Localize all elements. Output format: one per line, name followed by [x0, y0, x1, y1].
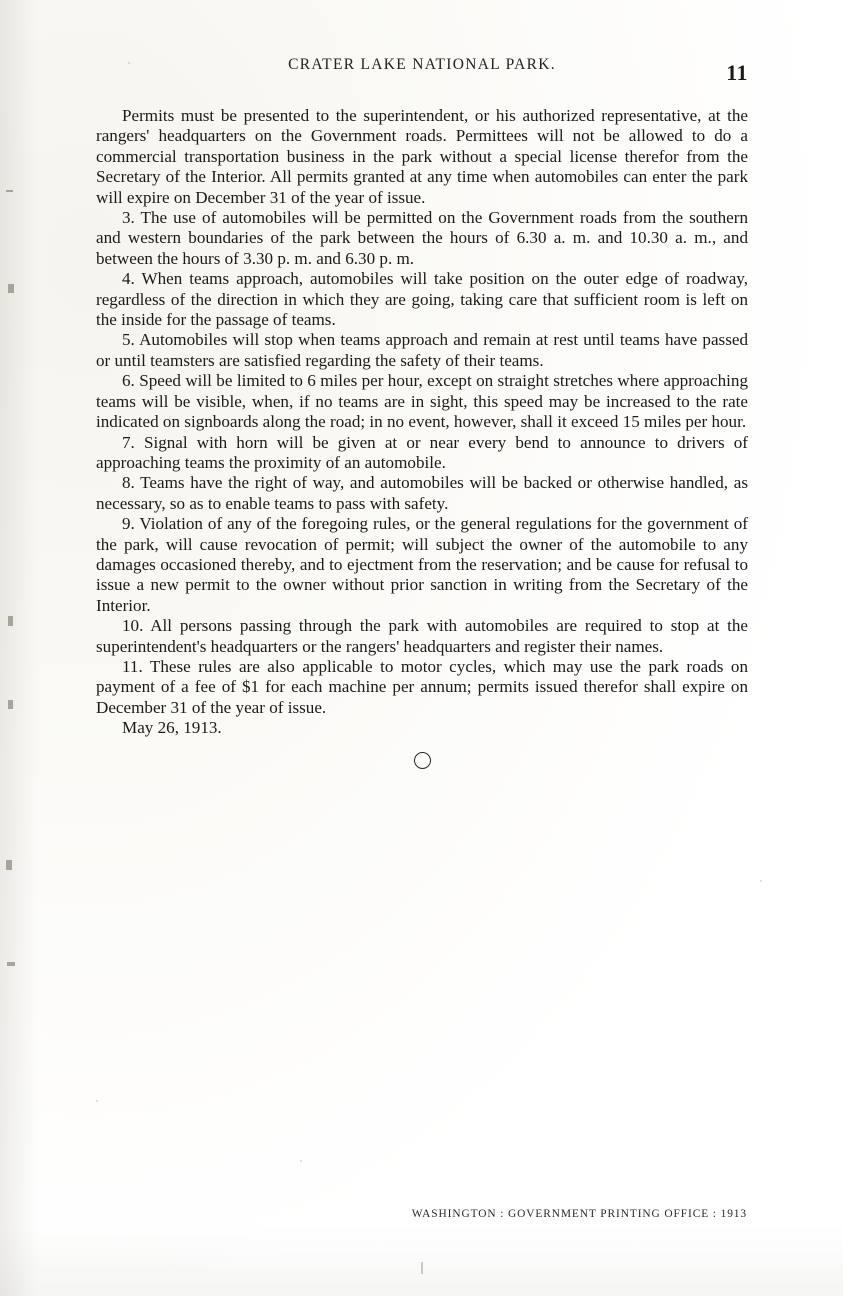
paragraph: 6. Speed will be limited to 6 miles per hour, except on straight stretches where approaching teams will be visible, when, if no teams are in sight, this speed may be increased to the rate indicated on signboards along the road; in no event, however, shall it exceed 15 miles per hour.: [96, 371, 748, 432]
page-bottom-shadow: [0, 1226, 843, 1296]
scan-edge-mark: [6, 190, 13, 192]
scan-edge-mark: [8, 616, 13, 626]
page-bottom-tick: [421, 1262, 423, 1274]
body-text: [96, 106, 748, 739]
scan-speck: [300, 1160, 302, 1162]
page-header: [96, 56, 748, 86]
page-left-shadow: [0, 0, 38, 1296]
scan-edge-mark: [7, 962, 15, 966]
scan-speck: [760, 880, 762, 882]
paragraph: 10. All persons passing through the park with automobiles are required to stop at the superintendent's headquarters or the rangers' headquarters and register their names.: [96, 616, 748, 656]
paragraph: 11. These rules are also applicable to motor cycles, which may use the park roads on payment of a fee of $1 for each machine per annum; permits issued therefor shall expire on December 31 of the year of issue.: [96, 656, 748, 717]
paragraph: 9. Violation of any of the foregoing rules, or the general regulations for the government of the park, will cause revocation of permit; will subject the owner of the automobile to any damages occasioned thereby, and to ejectment from the reservation; and be cause for refusal to issue a new permit to the owner without prior sanction in writing from the Secretary of the Interior.: [96, 514, 748, 615]
scan-edge-mark: [6, 860, 12, 870]
paragraph: 7. Signal with horn will be given at or near every bend to announce to drivers of approaching teams the proximity of an automobile.: [96, 432, 748, 472]
paragraph: 5. Automobiles will stop when teams approach and remain at rest until teams have passed or until teamsters are satisfied regarding the safety of their teams.: [96, 330, 748, 370]
paragraph: 3. The use of automobiles will be permitted on the Government roads from the southern and western boundaries of the park between the hours of 6.30 a. m. and 10.30 a. m., and between the hours of 3.30 p. m. and 6.30 p. m.: [96, 208, 748, 268]
scan-edge-mark: [8, 284, 14, 293]
paragraph: Permits must be presented to the superintendent, or his authorized representative, at the rangers' headquarters on the Government roads. Permittees will not be allowed to do a commercial transportation business in the park without a special license therefor from the Secretary of the Interior. All permits granted at any time when automobiles can enter the park will expire on December 31 of the year of issue.: [96, 106, 748, 207]
page-number: 11: [726, 60, 748, 85]
running-head: CRATER LAKE NATIONAL PARK.: [288, 56, 556, 73]
end-ornament: [96, 752, 748, 773]
paragraph: 4. When teams approach, automobiles will take position on the outer edge of roadway, regardless of the direction in which they are going, taking care that sufficient room is left on the inside for the passage of teams.: [96, 269, 748, 330]
date-line: May 26, 1913.: [122, 718, 222, 738]
printing-office-imprint: WASHINGTON : GOVERNMENT PRINTING OFFICE : 1913: [411, 1208, 747, 1220]
scan-edge-mark: [8, 700, 13, 709]
scan-speck: [96, 1100, 98, 1102]
paragraph: 8. Teams have the right of way, and automobiles will be backed or otherwise handled, as necessary, so as to enable teams to pass with safety.: [96, 473, 748, 513]
page-content: [96, 56, 748, 773]
circle-ornament-icon: [414, 752, 431, 769]
